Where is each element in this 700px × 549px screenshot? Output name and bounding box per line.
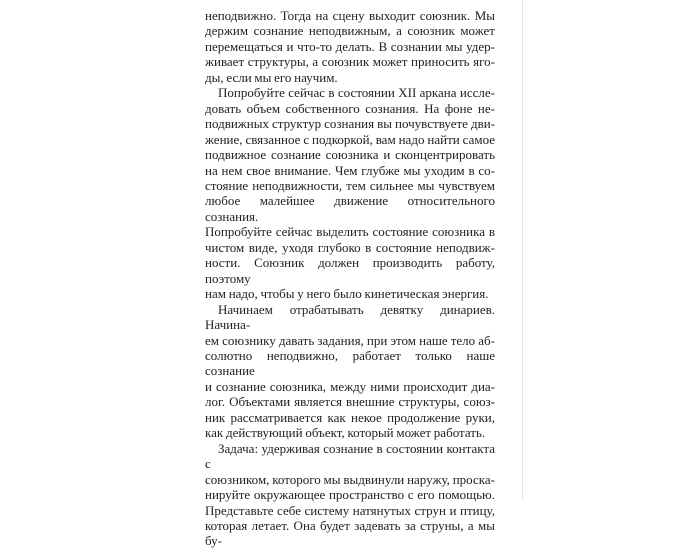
text-line: Попробуйте сейчас в состоянии XII аркана иссле- <box>218 85 495 101</box>
text-line: довать объем собственного сознания. На фоне не- <box>205 100 495 116</box>
text-line: живает структуры, а союзник может приносить яго- <box>205 54 495 70</box>
text-line: ем союзнику давать задания, при этом наше тело аб- <box>205 332 495 348</box>
text-line: и сознание союзника, между ними происходит диа- <box>205 378 495 394</box>
text-line: союзником, которого мы выдвинули наружу, проска- <box>205 471 495 487</box>
text-line: ник рассматривается как некое продолжение руки, <box>205 409 495 425</box>
text-line: лог. Объектами является внешние структуры, союз- <box>205 394 495 410</box>
text-line: которая летает. Она будет задевать за струны, а мы бу- <box>205 517 495 549</box>
text-line: Задача: удерживая сознание в состоянии контакта с <box>205 440 495 472</box>
text-line: как действующий объект, который может работать. <box>205 425 486 441</box>
page-edge-rule <box>522 0 523 500</box>
text-line: нируйте окружающее пространство с его помощью. <box>205 487 495 503</box>
text-line: Представьте себе систему натянутых струн и птицу, <box>205 502 495 518</box>
text-line: Начинаем отрабатывать девятку динариев. Начина- <box>205 301 495 333</box>
text-line: жение, связанное с подкоркой, вам надо найти самое <box>205 131 495 147</box>
paragraph <box>205 8 495 85</box>
page-text-column <box>205 8 495 549</box>
text-line: неподвижно. Тогда на сцену выходит союзник. Мы <box>205 8 495 23</box>
text-line: стояние неподвижности, тем сильнее мы чувствуем <box>205 177 495 193</box>
text-line: нам надо, чтобы у него было кинетическая энергия. <box>205 286 489 302</box>
paragraph <box>205 441 495 549</box>
text-line: Попробуйте сейчас выделить состояние союзника в <box>205 224 495 240</box>
text-line: ности. Союзник должен производить работу, поэтому <box>205 255 495 286</box>
text-line: подвижное сознание союзника и сконцентрировать <box>205 147 495 163</box>
text-line: на нем свое внимание. Чем глубже мы уходим в со- <box>205 162 495 178</box>
text-line: ды, если мы его научим. <box>205 69 338 85</box>
paragraph <box>205 302 495 441</box>
text-line: держим сознание неподвижным, а союзник может <box>205 23 495 39</box>
text-line: любое малейшее движение относительного сознания. <box>205 193 495 224</box>
text-line: подвижных структур сознания вы почувствуете дви- <box>205 116 495 132</box>
text-line: чистом виде, уходя глубоко в состояние неподвиж- <box>205 239 495 255</box>
paragraph <box>205 85 495 301</box>
text-line: перемещаться и что-то делать. В сознании мы удер- <box>205 38 495 54</box>
text-line: солютно неподвижно, работает только наше сознание <box>205 347 495 379</box>
